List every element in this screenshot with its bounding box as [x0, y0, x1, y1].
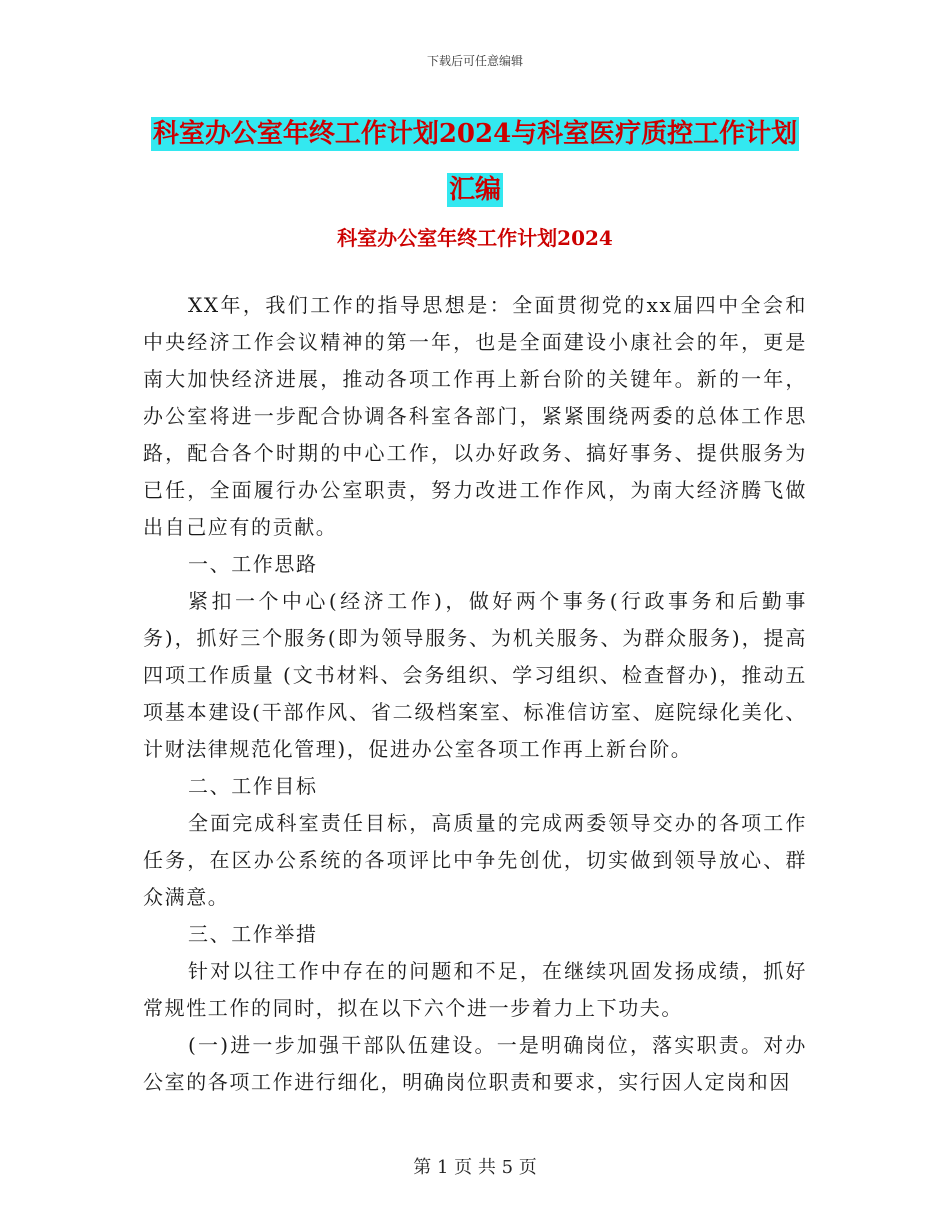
heading-work-approach: 一、工作思路 — [188, 552, 318, 576]
body-text — [143, 287, 807, 1101]
paragraph: XX年，我们工作的指导思想是：全面贯彻党的xx届四中全会和中央经济工作会议精神的第一年，也是全面建设小康社会的年，更是南大加快经济进展，推动各项工作再上新台阶的关键年。新的一年，办公室将进一步配合协调各科室各部门，紧紧围绕两委的总体工作思路，配合各个时期的中心工作，以办好政务、搞好事务、提供服务为已任，全面履行办公室职责，努力改进工作作风，为南大经济腾飞做出自己应有的贡献。 — [143, 293, 807, 539]
heading-work-goals: 二、工作目标 — [188, 774, 318, 798]
paragraph: (一)进一步加强干部队伍建设。一是明确岗位，落实职责。对办公室的各项工作进行细化，明确岗位职责和要求，实行因人定岗和因 — [143, 1033, 807, 1094]
paragraph: 全面完成科室责任目标，高质量的完成两委领导交办的各项工作任务，在区办公系统的各项评比中争先创优，切实做到领导放心、群众满意。 — [143, 811, 807, 909]
paragraph: 紧扣一个中心(经济工作)，做好两个事务(行政事务和后勤事务)，抓好三个服务(即为领导服务、为机关服务、为群众服务)，提高四项工作质量 (文书材料、会务组织、学习组织、检查督办)，推动五项基本建设(干部作风、省二级档案室、标准信访室、庭院绿化美化、计财法律规范化管理)，促进办公室各项工作再上新台阶。 — [143, 589, 807, 761]
paragraph: 针对以往工作中存在的问题和不足，在继续巩固发扬成绩，抓好常规性工作的同时，拟在以下六个进一步着力上下功夫。 — [143, 959, 807, 1020]
header-note: 下载后可任意编辑 — [426, 54, 523, 68]
document-title — [140, 106, 810, 218]
document-title-text: 科室办公室年终工作计划2024与科室医疗质控工作计划汇编 — [152, 119, 798, 205]
page-footer: 第 1 页 共 5 页 — [413, 1157, 537, 1178]
heading-work-measures: 三、工作举措 — [188, 922, 318, 946]
section-title: 科室办公室年终工作计划2024 — [337, 226, 613, 250]
